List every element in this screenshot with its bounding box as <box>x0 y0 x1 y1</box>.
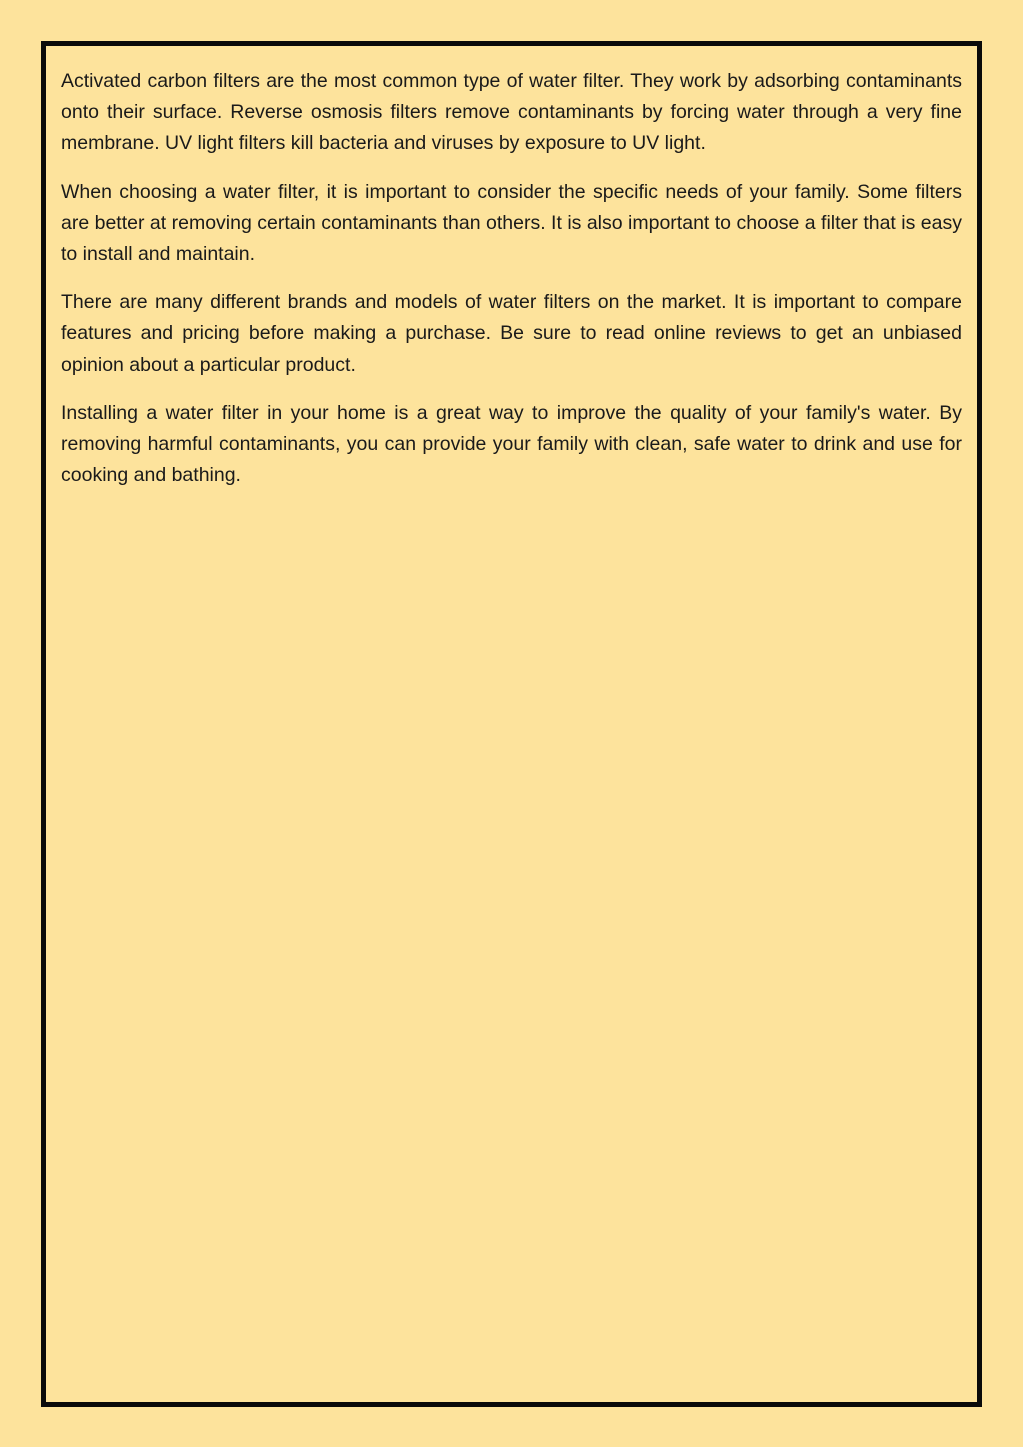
paragraph-carbon-filters: Activated carbon filters are the most common type of water filter. They work by adsorbing contaminants onto their surface. Reverse osmosis filters remove contaminants by forcing water through a very fine membrane. UV light filters kill bacteria and viruses by exposure to UV light. <box>61 70 962 155</box>
paragraph-brands-models: There are many different brands and models of water filters on the market. It is important to compare features and pricing before making a purchase. Be sure to read online reviews to get an unbiased opinion about a particular product. <box>61 291 962 376</box>
paragraph-choosing-filter: When choosing a water filter, it is important to consider the specific needs of your family. Some filters are better at removing certain contaminants than others. It is also important to choose a filter that is easy to install and maintain. <box>61 180 962 266</box>
page-frame <box>41 41 982 1407</box>
document-body <box>61 66 962 508</box>
paragraph-installing-filter: Installing a water filter in your home is a great way to improve the quality of your family's water. By removing harmful contaminants, you can provide your family with clean, safe water to drink and use for cooking and bathing. <box>61 401 962 487</box>
